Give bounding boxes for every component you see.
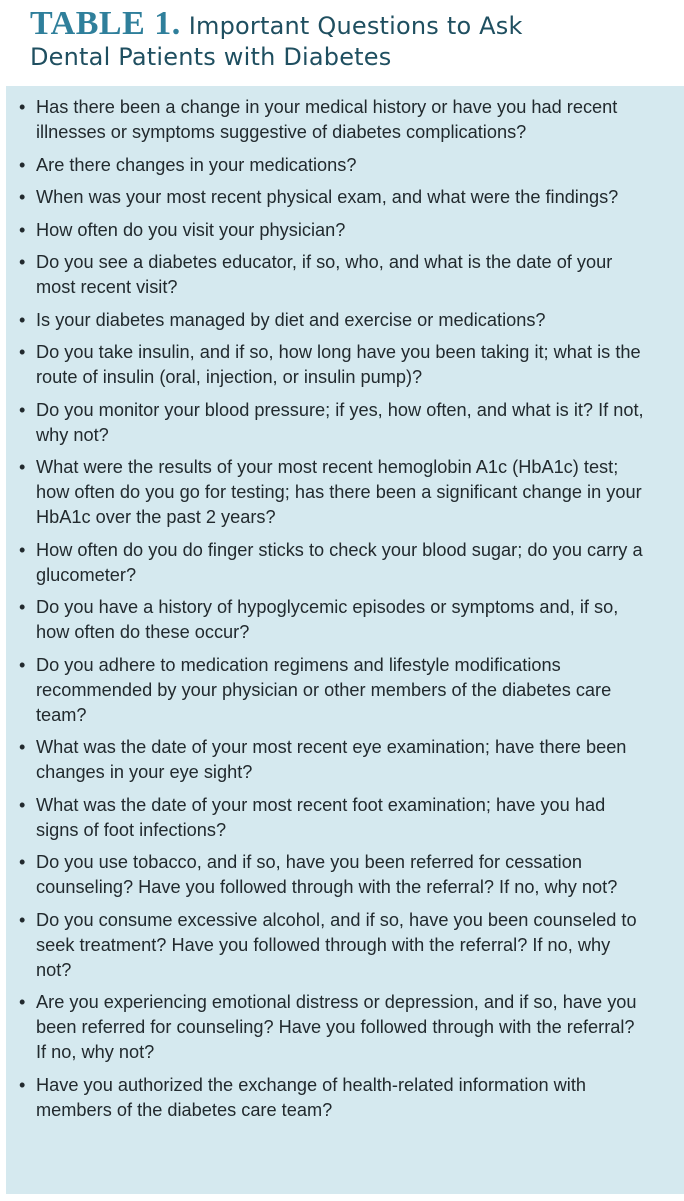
questions-panel (6, 86, 684, 1194)
title-line-1 (30, 6, 670, 42)
question-list (18, 95, 644, 1123)
question-item: • Do you consume excessive alcohol, and if so, have you been counseled to seek treatment? Have you followed through with the referral? If no, why not? (18, 908, 644, 983)
question-item: • Do you have a history of hypoglycemic episodes or symptoms and, if so, how often do these occur? (18, 595, 644, 645)
question-item: • Do you adhere to medication regimens and lifestyle modifications recommended by your physician or other members of the diabetes care team? (18, 653, 644, 728)
table-number-label: TABLE 1. (30, 5, 181, 42)
question-item: • How often do you visit your physician? (18, 218, 644, 243)
question-item: • Has there been a change in your medical history or have you had recent illnesses or symptoms suggestive of diabetes complications? (18, 95, 644, 145)
question-item: • What were the results of your most recent hemoglobin A1c (HbA1c) test; how often do you go for testing; has there been a significant change in your HbA1c over the past 2 years? (18, 455, 644, 530)
title-line-2 (30, 42, 670, 72)
question-item: • Is your diabetes managed by diet and exercise or medications? (18, 308, 644, 333)
question-item: • Have you authorized the exchange of health-related information with members of the diabetes care team? (18, 1073, 644, 1123)
question-item: • What was the date of your most recent foot examination; have you had signs of foot infections? (18, 793, 644, 843)
question-item: • Do you monitor your blood pressure; if yes, how often, and what is it? If not, why not? (18, 398, 644, 448)
question-item: • What was the date of your most recent eye examination; have there been changes in your eye sight? (18, 735, 644, 785)
question-item: • How often do you do finger sticks to check your blood sugar; do you carry a glucometer? (18, 538, 644, 588)
title-text-line-1: Important Questions to Ask (188, 12, 523, 40)
question-item: • Are there changes in your medications? (18, 153, 644, 178)
title-text-line-2: Dental Patients with Diabetes (30, 43, 392, 71)
table-title (30, 6, 670, 72)
question-item: • Do you take insulin, and if so, how long have you been taking it; what is the route of insulin (oral, injection, or insulin pump)? (18, 340, 644, 390)
question-item: • Do you see a diabetes educator, if so, who, and what is the date of your most recent visit? (18, 250, 644, 300)
question-item: • Are you experiencing emotional distress or depression, and if so, have you been referred for counseling? Have you followed through with the referral? If no, why not? (18, 990, 644, 1065)
question-item: • Do you use tobacco, and if so, have you been referred for cessation counseling? Have you followed through with the referral? If no, why not? (18, 850, 644, 900)
question-item: • When was your most recent physical exam, and what were the findings? (18, 185, 644, 210)
